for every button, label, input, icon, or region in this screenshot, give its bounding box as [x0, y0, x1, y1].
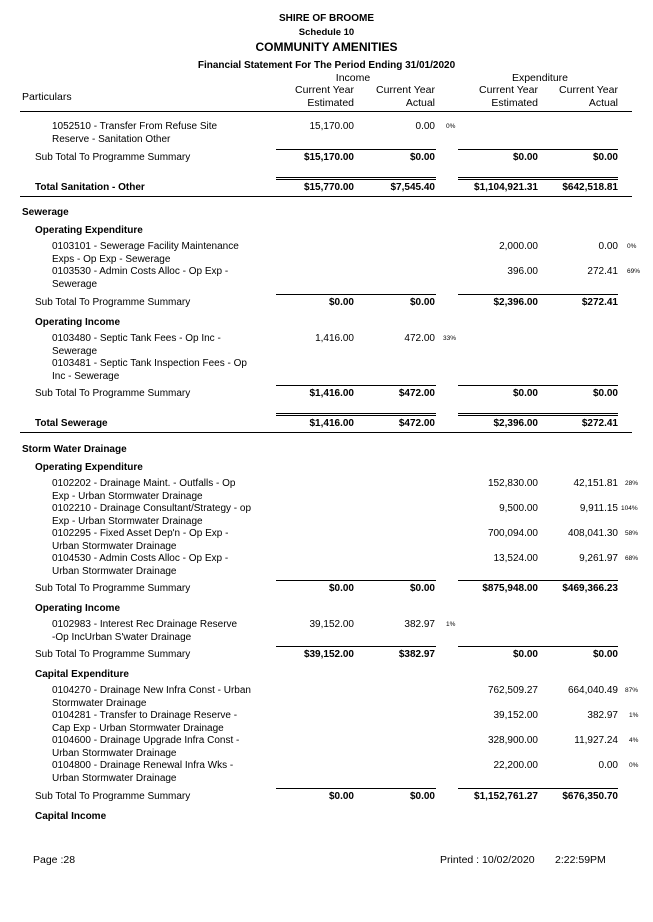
inc-estimated: 15,170.00 [309, 121, 354, 132]
subtotal-exp-est: $2,396.00 [493, 297, 538, 308]
group-heading: Capital Expenditure [35, 669, 129, 680]
line-item-desc: -Op IncUrban S'water Drainage [52, 632, 192, 643]
subtotal-inc-est: $0.00 [328, 583, 354, 594]
subtotal-label: Sub Total To Programme Summary [35, 583, 191, 594]
subtotal-exp-act: $0.00 [592, 388, 618, 399]
line-item-code: 0102295 - Fixed Asset Dep'n - Op Exp - [52, 528, 229, 539]
subtotal-exp-act: $676,350.70 [562, 791, 618, 802]
exp-actual: 9,261.97 [579, 553, 618, 564]
subtotal-exp-est: $875,948.00 [482, 583, 538, 594]
page-number: Page :28 [33, 854, 76, 866]
printed-date: Printed : 10/02/2020 [440, 854, 535, 866]
line-item-desc: Sewerage [52, 346, 98, 357]
line-item-code: 0104281 - Transfer to Drainage Reserve - [52, 710, 238, 721]
exp-actual: 272.41 [587, 266, 618, 277]
exp-actual: 408,041.30 [567, 528, 618, 539]
line-item-desc: Exp - Urban Stormwater Drainage [52, 516, 203, 527]
line-item-code: 0102210 - Drainage Consultant/Strategy - op [52, 503, 252, 514]
inc-percent: 1% [446, 621, 456, 628]
subtotal-inc-act: $0.00 [409, 297, 435, 308]
total-label: Total Sewerage [35, 418, 108, 429]
subtotal-rule [276, 788, 436, 789]
total-inc-est: $15,770.00 [303, 182, 354, 193]
line-item-desc: Inc - Sewerage [52, 371, 120, 382]
section-heading: Sewerage [22, 207, 69, 218]
col-inc-est-l1: Current Year [295, 84, 354, 96]
line-item-desc: Urban Stormwater Drainage [52, 773, 177, 784]
exp-actual: 382.97 [587, 710, 618, 721]
total-rule [458, 413, 618, 414]
line-item-code: 0104270 - Drainage New Infra Const - Urban [52, 685, 251, 696]
subtotal-rule [458, 385, 618, 386]
subtotal-exp-act: $469,366.23 [562, 583, 618, 594]
total-label: Total Sanitation - Other [35, 182, 145, 193]
exp-percent: 58% [625, 530, 639, 537]
subtotal-rule [458, 646, 618, 647]
line-item-desc: Reserve - Sanitation Other [52, 134, 171, 145]
line-item-desc: Stormwater Drainage [52, 698, 147, 709]
col-exp-act-l1: Current Year [559, 84, 618, 96]
line-item-code: 0102983 - Interest Rec Drainage Reserve [52, 619, 238, 630]
exp-percent: 0% [627, 243, 637, 250]
line-item-code: 0103101 - Sewerage Facility Maintenance [52, 241, 239, 252]
col-inc-est-l2: Estimated [307, 97, 354, 109]
total-exp-est: $1,104,921.31 [474, 182, 538, 193]
section-rule [20, 432, 632, 433]
inc-actual: 0.00 [415, 121, 435, 132]
line-item-desc: Urban Stormwater Drainage [52, 541, 177, 552]
line-item-desc: Exp - Urban Stormwater Drainage [52, 491, 203, 502]
group-heading: Operating Expenditure [35, 225, 143, 236]
total-rule [276, 177, 436, 178]
subtotal-exp-act: $272.41 [581, 297, 618, 308]
exp-actual: 9,911.15 [579, 503, 618, 514]
exp-estimated: 762,509.27 [487, 685, 538, 696]
group-heading: Operating Income [35, 603, 121, 614]
exp-estimated: 39,152.00 [493, 710, 538, 721]
subtotal-rule [276, 580, 436, 581]
total-exp-act: $272.41 [581, 418, 618, 429]
inc-actual: 472.00 [404, 333, 435, 344]
group-heading: Capital Income [35, 811, 107, 822]
inc-estimated: 1,416.00 [315, 333, 354, 344]
subtotal-exp-act: $0.00 [592, 152, 618, 163]
col-inc-act-l2: Actual [405, 97, 435, 109]
subtotal-label: Sub Total To Programme Summary [35, 791, 191, 802]
subtotal-inc-est: $39,152.00 [303, 649, 354, 660]
group-heading: Operating Income [35, 317, 121, 328]
section-rule [20, 196, 632, 197]
header-rule [20, 111, 632, 112]
subtotal-inc-act: $472.00 [398, 388, 435, 399]
subtotal-inc-est: $0.00 [328, 791, 354, 802]
subtotal-rule [458, 580, 618, 581]
col-expenditure: Expenditure [511, 72, 569, 84]
subtotal-inc-est: $1,416.00 [309, 388, 354, 399]
exp-percent: 4% [629, 737, 639, 744]
subtotal-label: Sub Total To Programme Summary [35, 388, 191, 399]
subtotal-inc-est: $0.00 [328, 297, 354, 308]
inc-percent: 0% [446, 123, 456, 130]
subtotal-label: Sub Total To Programme Summary [35, 297, 191, 308]
exp-percent: 1% [629, 712, 639, 719]
subtotal-exp-est: $0.00 [512, 388, 538, 399]
line-item-code: 0103480 - Septic Tank Fees - Op Inc - [52, 333, 221, 344]
line-item-code: 0104530 - Admin Costs Alloc - Op Exp - [52, 553, 229, 564]
total-inc-act: $472.00 [398, 418, 435, 429]
subtotal-exp-est: $1,152,761.27 [474, 791, 538, 802]
subtotal-label: Sub Total To Programme Summary [35, 152, 191, 163]
subtotal-exp-est: $0.00 [512, 152, 538, 163]
org-name: SHIRE OF BROOME [278, 13, 374, 24]
line-item-code: 0103530 - Admin Costs Alloc - Op Exp - [52, 266, 229, 277]
subtotal-rule [276, 294, 436, 295]
exp-estimated: 152,830.00 [487, 478, 538, 489]
inc-actual: 382.97 [404, 619, 435, 630]
col-exp-act-l2: Actual [588, 97, 618, 109]
subtotal-label: Sub Total To Programme Summary [35, 649, 191, 660]
exp-percent: 104% [621, 505, 638, 512]
col-income: Income [335, 72, 371, 84]
line-item-desc: Urban Stormwater Drainage [52, 566, 177, 577]
line-item-desc: Exps - Op Exp - Sewerage [52, 254, 171, 265]
total-inc-est: $1,416.00 [309, 418, 354, 429]
exp-actual: 0.00 [598, 760, 618, 771]
page-title: COMMUNITY AMENITIES [255, 40, 398, 54]
col-inc-act-l1: Current Year [376, 84, 435, 96]
exp-estimated: 22,200.00 [493, 760, 538, 771]
inc-percent: 33% [443, 335, 457, 342]
exp-estimated: 700,094.00 [487, 528, 538, 539]
exp-percent: 68% [625, 555, 639, 562]
total-rule [276, 413, 436, 414]
subtotal-inc-act: $0.00 [409, 791, 435, 802]
schedule-label: Schedule 10 [298, 27, 355, 38]
line-item-code: 0102202 - Drainage Maint. - Outfalls - Op [52, 478, 236, 489]
exp-percent: 0% [629, 762, 639, 769]
total-exp-est: $2,396.00 [493, 418, 538, 429]
total-exp-act: $642,518.81 [562, 182, 618, 193]
line-item-desc: Cap Exp - Urban Stormwater Drainage [52, 723, 224, 734]
subtotal-inc-act: $0.00 [409, 152, 435, 163]
exp-actual: 664,040.49 [567, 685, 618, 696]
exp-actual: 42,151.81 [573, 478, 618, 489]
subtotal-rule [276, 385, 436, 386]
col-exp-est-l2: Estimated [491, 97, 538, 109]
subtotal-rule [458, 294, 618, 295]
group-heading: Operating Expenditure [35, 462, 143, 473]
printed-time: 2:22:59PM [555, 854, 606, 866]
total-inc-act: $7,545.40 [390, 182, 435, 193]
line-item-code: 0104800 - Drainage Renewal Infra Wks - [52, 760, 234, 771]
exp-percent: 87% [625, 687, 639, 694]
total-rule [458, 177, 618, 178]
subtotal-rule [276, 149, 436, 150]
line-item-desc: Urban Stormwater Drainage [52, 748, 177, 759]
report-subtitle: Financial Statement For The Period Ending 31/01/2020 [197, 60, 456, 71]
subtotal-rule [458, 149, 618, 150]
subtotal-inc-est: $15,170.00 [303, 152, 354, 163]
inc-estimated: 39,152.00 [309, 619, 354, 630]
exp-percent: 69% [627, 268, 641, 275]
exp-actual: 11,927.24 [574, 735, 618, 746]
col-exp-est-l1: Current Year [479, 84, 538, 96]
exp-actual: 0.00 [598, 241, 618, 252]
line-item-code: 0103481 - Septic Tank Inspection Fees - Op [52, 358, 247, 369]
exp-percent: 28% [625, 480, 639, 487]
subtotal-rule [458, 788, 618, 789]
exp-estimated: 328,900.00 [487, 735, 538, 746]
subtotal-inc-act: $0.00 [409, 583, 435, 594]
subtotal-rule [276, 646, 436, 647]
section-heading: Storm Water Drainage [22, 444, 127, 455]
exp-estimated: 2,000.00 [499, 241, 538, 252]
line-item-desc: Sewerage [52, 279, 98, 290]
exp-estimated: 9,500.00 [499, 503, 538, 514]
subtotal-inc-act: $382.97 [398, 649, 435, 660]
subtotal-exp-est: $0.00 [512, 649, 538, 660]
subtotal-exp-act: $0.00 [592, 649, 618, 660]
line-item-code: 1052510 - Transfer From Refuse Site [52, 121, 218, 132]
exp-estimated: 396.00 [507, 266, 538, 277]
line-item-code: 0104600 - Drainage Upgrade Infra Const - [52, 735, 240, 746]
col-particulars: Particulars [22, 91, 72, 103]
exp-estimated: 13,524.00 [493, 553, 538, 564]
